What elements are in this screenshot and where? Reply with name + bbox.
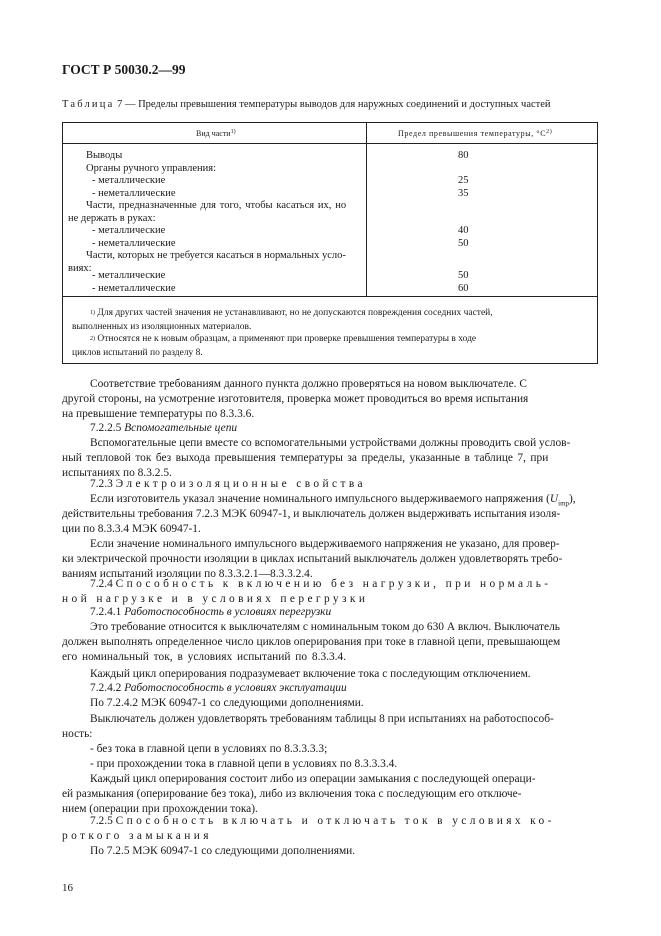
section-7-2-2-5-heading [90,421,237,436]
document-code: ГОСТ Р 50030.2—99 [62,62,186,77]
paragraph-line: Вспомогательные цепи вместе со вспомогательными устройствами должны проводить свой услов- [90,437,571,449]
table-row-part: Части, которых не требуется касаться в нормальных усло- [86,250,346,261]
paragraph-line: Выключатель должен удовлетворять требованиям таблицы 8 при испытаниях на работоспособ- [90,713,554,725]
col1-header-text: Вид части [196,129,231,138]
paragraph-line: ность: [62,728,93,740]
section-7-2-4-1-heading [90,605,331,620]
table-row-value: 80 [458,150,469,161]
paragraph-line: Каждый цикл оперирования состоит либо из операции замыкания с последующей операци- [90,773,536,785]
paragraph-line: на превышение температуры по 8.3.3.6. [62,408,255,420]
table-row-part: - металлические [92,270,166,281]
list-item: - при прохождении тока в главной цепи в условиях по 8.3.3.3.4. [90,758,398,770]
table-row-part: - неметаллические [92,237,176,249]
paragraph-line: Каждый цикл оперирования подразумевает включение тока с последующим отключением. [90,668,531,680]
section-title-cont: роткого замыкания [62,830,212,842]
page-number: 16 [62,882,73,894]
table-col2-header [398,129,552,138]
section-number: 7.2.2.5 [90,422,122,434]
table-row-value: 40 [458,225,469,236]
table-row-part: - неметаллические [92,187,176,199]
section-title: Способность включать и отключать ток в условиях ко- [115,815,555,827]
table-row-value: 35 [458,187,469,199]
paragraph-line: Если значение номинального импульсного выдерживаемого напряжения не указано, для провер- [90,538,560,550]
paragraph-line: Соответствие требованиям данного пункта должно проверяться на новом выключателе. С [90,378,527,390]
table-header-rule [62,143,598,144]
section-title: Электроизоляционные свойства [115,478,366,490]
paragraph-line: Это требование относится к выключателям с номинальным током до 630 А включ. Выключатель [90,621,560,633]
section-number: 7.2.3 [90,478,113,490]
table-footnote-2-cont: циклов испытаний по разделу 8. [72,348,203,358]
paragraph-text: Если изготовитель указал значение номинального импульсного выдерживаемого напряжения ( [90,493,550,505]
paragraph-line: другой стороны, на усмотрение изготовителя, проверка может проводиться во время испытания [62,393,529,405]
paragraph-line: его номинальный ток, в условиях испытаний по 8.3.3.4. [62,651,347,663]
col1-header-footnote-mark: 1) [230,129,236,135]
table-row-part: Органы ручного управления: [86,162,217,174]
paragraph-line: ный тепловой ток без выхода превышения температуры за пределы, указанные в таблице 7, при [62,452,549,464]
section-title: Работоспособность в условиях эксплуатации [124,682,347,694]
table-caption [62,99,551,110]
paragraph-line: ции по 8.3.3.4 МЭК 60947-1. [62,523,201,535]
table-row-value: 50 [458,270,469,281]
paragraph-line: должен выполнять определенное число циклов оперирования при токе в главной цепи, превышающем [62,636,561,648]
paragraph-line: ки электрической прочности изоляции в циклах испытаний выключатель должен удовлетворять требо- [62,553,563,565]
table-footnote-1 [90,306,493,320]
section-7-2-4-2-heading [90,681,347,696]
footnote-mark: 2) [90,336,95,342]
table-row-value: 60 [458,282,469,294]
paragraph-line: действительны требования 7.2.3 МЭК 60947-1, и выключатель должен выдерживать испытания изоля- [62,508,561,520]
table-row-part: - неметаллические [92,282,176,294]
section-7-2-3-heading [90,477,366,492]
section-number: 7.2.5 [90,815,113,827]
paragraph-line: ваниям испытаний изоляции по 8.3.3.2.1—8.3.3.2.4. [62,568,313,580]
paragraph-text: ), [569,493,576,505]
paragraph-line: нием (операции при прохождении тока). [62,803,258,815]
col2-header-footnote-mark: 2) [546,129,553,135]
section-title: Способность к включению без нагрузки, при нормаль- [115,578,552,590]
table-row-part: - металлические [92,225,166,236]
table-row-part: Выводы [86,150,123,161]
paragraph-line: По 7.2.4.2 МЭК 60947-1 со следующими дополнениями. [90,697,364,709]
symbol-u: U [549,493,559,505]
paragraph-line: По 7.2.5 МЭК 60947-1 со следующими дополнениями. [90,845,356,857]
paragraph-line: ей размыкания (оперирование без тока), либо из включения тока с последующим его отключе- [62,788,522,800]
footnote-mark: 1) [90,310,95,316]
table-row-value: 50 [458,237,469,249]
paragraph-line: испытаниях по 8.3.2.5. [62,467,172,479]
table-caption-title: 7 — Пределы превышения температуры выводов для наружных соединений и доступных частей [117,99,551,110]
section-number: 7.2.4 [90,578,113,590]
list-item: - без тока в главной цепи в условиях по 8.3.3.3.3; [90,743,328,755]
table-row-part: Части, предназначенные для того, чтобы касаться их, но [86,200,347,211]
table-footnote-2 [90,332,476,346]
section-title: Работоспособность в условиях перегрузки [124,606,332,618]
footnote-text: Для других частей значения не устанавливают, но не допускаются повреждения соседних частей, [97,308,493,318]
section-title-cont: ной нагрузке и в условиях перегрузки [62,593,369,605]
section-7-2-4-heading [90,577,551,592]
section-title: Вспомогательные цепи [124,422,238,434]
footnote-text: Относятся не к новым образцам, а применяют при проверке превышения температуры в ходе [97,334,477,344]
table-column-divider [366,122,367,296]
table-row-part: - металлические [92,175,166,186]
table-footnote-rule [62,296,598,297]
section-number: 7.2.4.1 [90,606,122,618]
table-row-part: не держать в руках: [68,212,156,224]
symbol-subscript: imp [558,499,570,508]
section-7-2-5-heading [90,814,555,829]
table-row-value: 25 [458,175,469,186]
section-number: 7.2.4.2 [90,682,122,694]
table-footnote-1-cont: выполненных из изоляционных материалов. [72,322,252,332]
table-row-part: виях: [68,262,92,274]
table-col1-header [196,129,236,138]
table-caption-label: Таблица [62,99,115,110]
col2-header-text: Предел превышения температуры, °С [398,129,547,138]
